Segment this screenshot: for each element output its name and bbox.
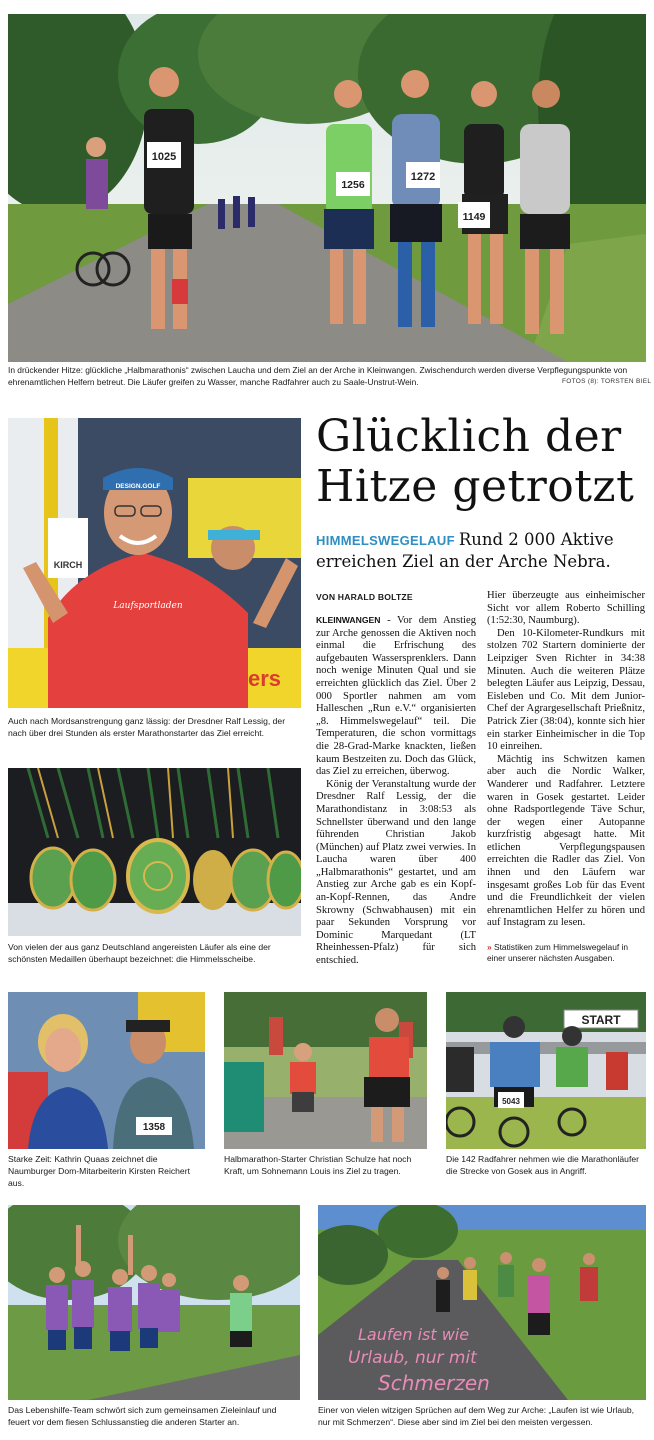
photo-cyclists-start: [446, 992, 646, 1149]
bib-number: 1272: [410, 171, 436, 183]
caption-top-photo: In drückender Hitze: glückliche „Halbmarathonis“ zwischen Laucha und dem Ziel an der Arche in Kleinwangen. Zwischendurch werden diverse Verpflegungspunkte von ehrenamtlichen Helfern betreut. Die Läufer greifen zu Wasser, manche Radfahrer auch zu Saale-Unstrut-Wein.: [8, 365, 628, 387]
caption-lebenshilfe: Das Lebenshilfe-Team schwört sich zum gemeinsamen Zieleinlauf und feuert vor dem fiesen Schlussanstieg die anderen Starter an.: [8, 1405, 277, 1427]
caption-schulze: Halbmarathon-Starter Christian Schulze hat noch Kraft, um Sohnemann Louis ins Ziel zu tragen.: [224, 1154, 412, 1176]
caption-lessig: Auch nach Mordsanstrengung ganz lässig: der Dresdner Ralf Lessig, der nach über drei Stunden als erster Marathonstarter das Ziel erreicht.: [8, 716, 286, 738]
bib-number: 1025: [151, 151, 177, 163]
dateline: KLEINWANGEN: [316, 615, 381, 625]
chalk-line-2: Urlaub, nur mit: [348, 1348, 477, 1368]
visor-text: DESIGN.GOLF: [115, 483, 161, 490]
article-headline: Glücklich der Hitze getrotzt: [316, 411, 635, 512]
sign-text: KIRCH: [53, 560, 83, 570]
article-paragraph: Hier überzeugte aus einheimischer Sicht vor allem Roberto Schilling (1:52:30, Naumburg).: [487, 590, 645, 627]
stats-note-text: Statistiken zum Himmelswegelauf in einer unserer nächsten Ausgaben.: [487, 942, 629, 963]
article-paragraph: Den 10-Kilometer-Rundkurs mit stolzen 702 Startern dominierte der Leipziger Sven Richter in 34:38 Minuten. Auch die weiteren Plätze belegten Läufer aus Leipzig, Dessau, Eisleben und Co. Mit dem Junior-Chef der Agrargesellschaft Prießnitz, Patrick Zier (38:04), konnte sich hier ein starker Einheimischer in die Top 10 einreihen.: [487, 627, 645, 753]
photo-quaas-reichert: [8, 992, 205, 1149]
bib-number: 1256: [341, 179, 365, 191]
article-paragraph: KLEINWANGEN - Vor dem Anstieg zur Arche genossen die Aktiven noch einmal die Erfrischung des aufgebauten Wassersprenklers. Dann noch wenige Minuten Qual und sie erreichten glücklich das Ziel. Über 2 000 Sportler nahmen am vom Halleschen „Run e.V.“ organisierten „8. Himmelswegelauf“ teil. Die Temperaturen, die schon vormittags die 28-Grad-Marke knackten, ließen kaum Bestzeiten zu. Doch das Glück, das Ziel zu erreichen, überwog.: [316, 615, 476, 778]
stats-note: [487, 942, 645, 964]
photo-ralf-lessig: [8, 418, 301, 708]
bib-number: 5043: [502, 1097, 520, 1106]
photo-schulze-louis: [224, 992, 427, 1149]
photo-lebenshilfe-team: [8, 1205, 300, 1400]
photo-runners-road: [8, 14, 646, 362]
caption-road-slogan: Einer von vielen witzigen Sprüchen auf dem Weg zur Arche: „Laufen ist wie Urlaub, nur mit Schmerzen“. Diese aber sind im Ziel bei den meisten vergessen.: [318, 1405, 635, 1427]
byline: VON HARALD BOLTZE: [316, 592, 413, 602]
photo-road-chalk-slogan: [318, 1205, 646, 1400]
banner-text: ers: [248, 666, 282, 691]
article-column-2: [487, 590, 645, 930]
start-sign: START: [581, 1013, 621, 1027]
article-subheadline: Rund 2 000 Aktive erreichen Ziel an der Arche Nebra.: [316, 530, 614, 571]
bib-number: 1149: [462, 211, 486, 223]
arrow-icon: »: [487, 942, 492, 952]
article-kicker: HIMMELSWEGELAUF: [316, 533, 455, 548]
photo-credit: FOTOS (8): TORSTEN BIEL: [562, 378, 652, 385]
bib-number: 1358: [142, 1122, 166, 1133]
chalk-line-1: Laufen ist wie: [358, 1325, 470, 1344]
caption-quaas: Starke Zeit: Kathrin Quaas zeichnet die Naumburger Dom-Mitarbeiterin Kirsten Reichert aus.: [8, 1154, 190, 1188]
caption-cyclists: Die 142 Radfahrer nehmen wie die Marathonläufer die Strecke von Gosek aus in Angriff.: [446, 1154, 639, 1176]
article-paragraph: Mächtig ins Schwitzen kamen aber auch die Nordic Walker, Wanderer und Radfahrer. Letztere waren in Gosek gestartet. Leider ohne Radsportlegende Täve Schur, der wegen einer Autopanne kurzfristig abgesagt hatte. Mit etlichen Verpflegungspausen erreichten die Radler das Ziel. Von ihnen und den Läufern war insgesamt großes Lob für das Event und die Freundlichkeit der vielen ehrenamtlichen Helfer zu hören und auf Instagram zu lesen.: [487, 753, 645, 929]
article-deck: [316, 529, 636, 572]
shirt-text: Laufsportladen: [113, 601, 183, 611]
article-paragraph: König der Veranstaltung wurde der Dresdner Ralf Lessig, der die Marathondistanz in 3:08:53 als Schnellster überwand und den lange führenden Christian Jakob (München) auf Platz zwei verwies. In Laucha waren über 400 „Halbmarathonis“ gestartet, und am Anstieg zur Arche gab es ein Kopf-an-Kopf-Rennen, das Andre Skrowny (Schwabhausen) mit ein paar Sekunden Vorsprung vor Dominic Marquedant (LT Rheinhessen-Pfalz) für sich entschied.: [316, 778, 476, 967]
caption-medals: Von vielen der aus ganz Deutschland angereisten Läufer als eine der schönsten Medaillen überhaupt bezeichnet: die Himmelsscheibe.: [8, 942, 271, 964]
photo-medals: [8, 768, 301, 936]
article-column-1: [316, 614, 476, 968]
chalk-line-3: Schmerzen: [378, 1371, 490, 1395]
